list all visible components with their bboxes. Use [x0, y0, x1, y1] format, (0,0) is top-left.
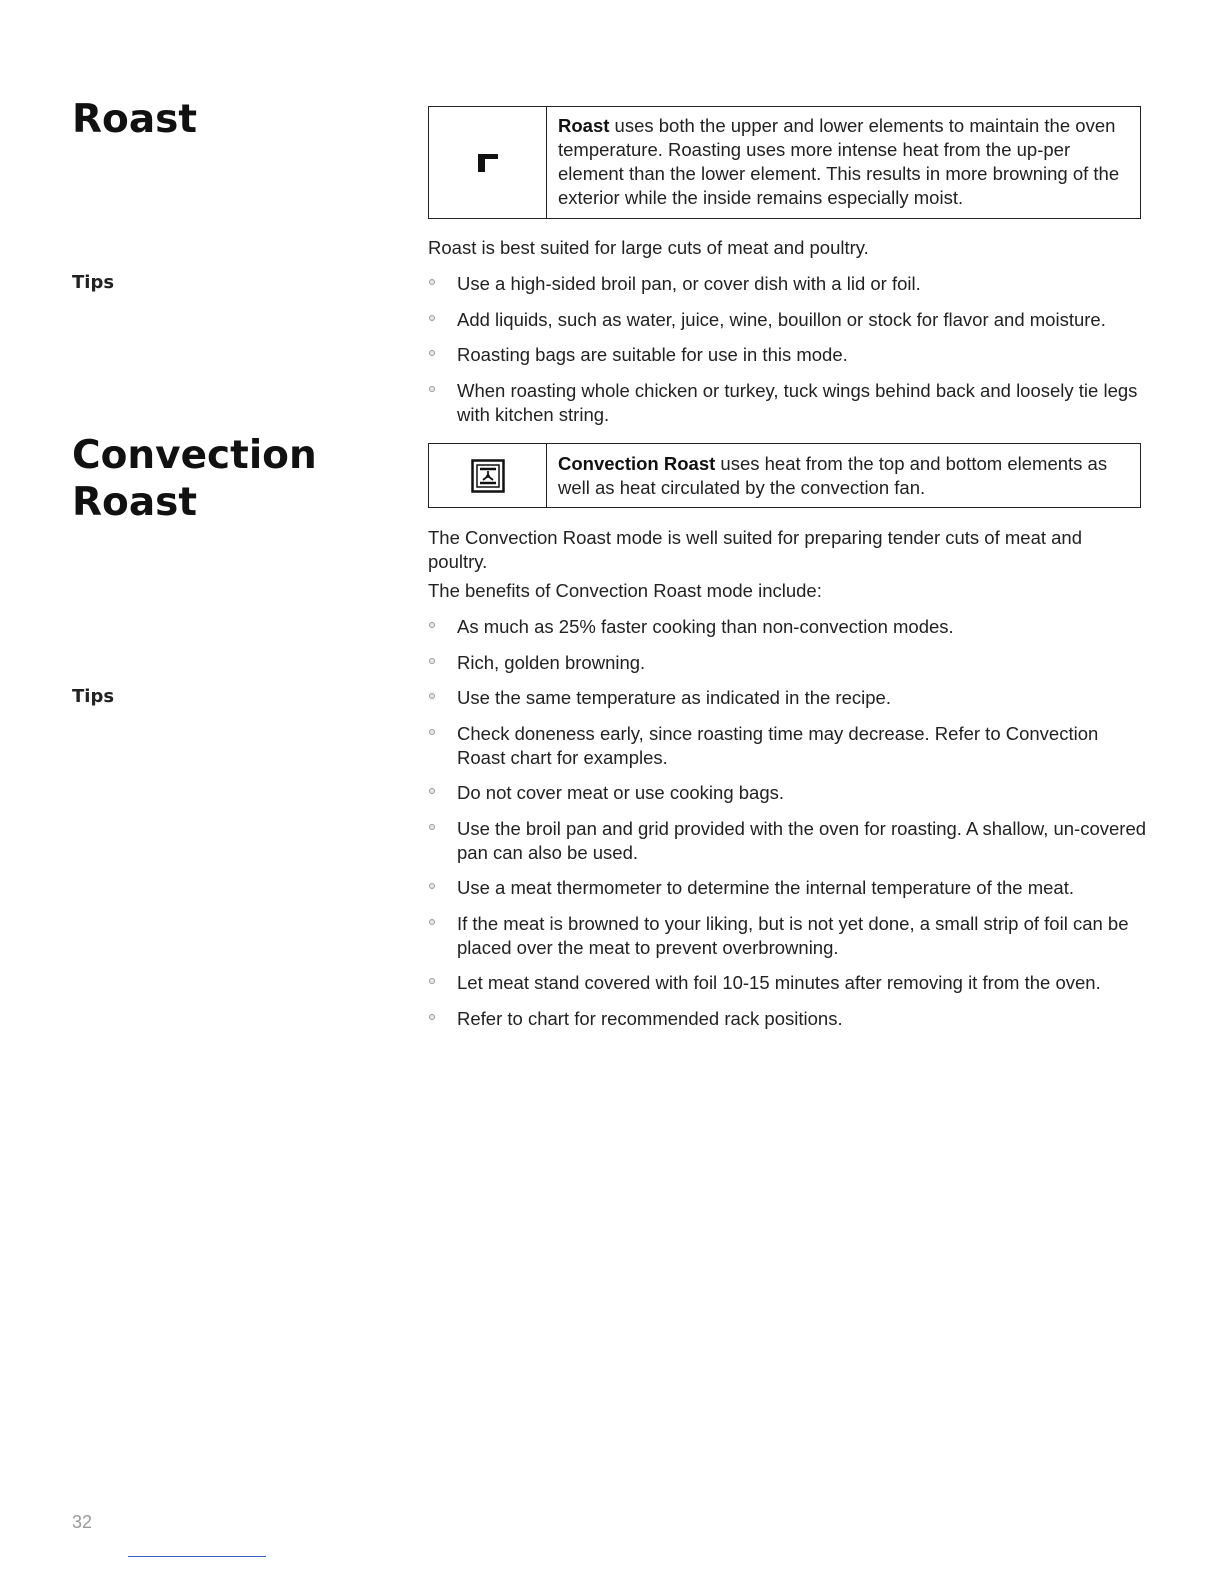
- bullet-icon: [429, 824, 435, 830]
- list-item: [428, 722, 1148, 770]
- list-item-text: Add liquids, such as water, juice, wine, bouillon or stock for flavor and moisture.: [457, 308, 1106, 330]
- list-item: [428, 781, 1148, 805]
- list-item-text: When roasting whole chicken or turkey, tuck wings behind back and loosely tie legs with kitchen string.: [457, 379, 1138, 425]
- convection-roast-benefits-intro: The benefits of Convection Roast mode include:: [428, 580, 822, 601]
- bullet-icon: [429, 350, 435, 356]
- list-item-text: Use a meat thermometer to determine the internal temperature of the meat.: [457, 877, 1074, 898]
- list-item: [428, 379, 1148, 427]
- roast-mode-icon: [478, 154, 498, 172]
- list-item: [428, 971, 1148, 995]
- list-item: [428, 817, 1148, 865]
- convection-roast-description-bold: Convection Roast: [558, 453, 716, 474]
- bullet-icon: [429, 693, 435, 699]
- convection-roast-description: [547, 444, 1140, 507]
- roast-tips-label: Tips: [72, 272, 115, 293]
- list-item-text: As much as 25% faster cooking than non-convection modes.: [457, 616, 954, 637]
- page-number: 32: [72, 1512, 93, 1532]
- bullet-icon: [429, 919, 435, 925]
- bullet-icon: [429, 729, 435, 735]
- list-item-text: Let meat stand covered with foil 10-15 minutes after removing it from the oven.: [457, 972, 1101, 993]
- list-item-text: Roasting bags are suitable for use in this mode.: [457, 344, 848, 365]
- list-item: [428, 272, 1148, 296]
- bullet-icon: [429, 279, 435, 285]
- list-item-text: Refer to chart for recommended rack positions.: [457, 1007, 843, 1029]
- list-item-text: Do not cover meat or use cooking bags.: [457, 782, 785, 803]
- convection-roast-heading: [72, 432, 317, 526]
- list-item: [428, 343, 1148, 367]
- bullet-icon: [429, 622, 435, 628]
- bullet-icon: [429, 386, 435, 392]
- convection-roast-info-box: [428, 443, 1141, 508]
- roast-description-text: uses both the upper and lower elements to maintain the oven temperature. Roasting uses more intense heat from the up-per element than the lower element. This results in more browning of the exterior while the inside remains especially moist.: [558, 115, 1120, 208]
- footer-divider: [128, 1556, 266, 1557]
- convection-roast-tips-list: [428, 686, 1148, 1042]
- list-item-text: Check doneness early, since roasting time may decrease. Refer to Convection Roast chart for examples.: [457, 722, 1099, 768]
- roast-info-box: [428, 106, 1141, 219]
- bullet-icon: [429, 883, 435, 889]
- bullet-icon: [429, 315, 435, 321]
- list-item-text: Rich, golden browning.: [457, 651, 646, 673]
- list-item: [428, 686, 1148, 710]
- bullet-icon: [429, 788, 435, 794]
- convection-roast-mode-icon: [471, 459, 505, 493]
- roast-heading: Roast: [72, 97, 197, 142]
- convection-roast-intro: The Convection Roast mode is well suited for preparing tender cuts of meat and poultry.: [428, 527, 1083, 572]
- roast-intro: Roast is best suited for large cuts of meat and poultry.: [428, 237, 869, 258]
- convection-roast-benefits-list: [428, 615, 1148, 686]
- convection-roast-description-text: uses heat from the top and bottom elements as well as heat circulated by the convection fan.: [558, 453, 1108, 498]
- bullet-icon: [429, 658, 435, 664]
- convection-roast-icon-cell: [429, 444, 547, 507]
- roast-description: [547, 107, 1140, 218]
- roast-description-bold: Roast: [558, 115, 610, 136]
- list-item: [428, 308, 1148, 332]
- bullet-icon: [429, 978, 435, 984]
- convection-roast-tips-label: Tips: [72, 686, 115, 707]
- convection-roast-heading-line2: Roast: [72, 480, 197, 525]
- list-item: [428, 1007, 1148, 1031]
- list-item-text: Use the same temperature as indicated in the recipe.: [457, 687, 891, 708]
- list-item-text: If the meat is browned to your liking, but is not yet done, a small strip of foil can be placed over the meat to prevent overbrowning.: [457, 912, 1129, 958]
- list-item: [428, 912, 1148, 960]
- bullet-icon: [429, 1014, 435, 1020]
- roast-tips-list: [428, 272, 1148, 438]
- list-item-text: Use the broil pan and grid provided with the oven for roasting. A shallow, un-covered pan can also be used.: [457, 817, 1147, 863]
- list-item-text: Use a high-sided broil pan, or cover dish with a lid or foil.: [457, 273, 921, 294]
- roast-icon-cell: [429, 107, 547, 218]
- list-item: [428, 615, 1148, 639]
- list-item: [428, 876, 1148, 900]
- convection-roast-heading-line1: Convection: [72, 433, 317, 478]
- list-item: [428, 651, 1148, 675]
